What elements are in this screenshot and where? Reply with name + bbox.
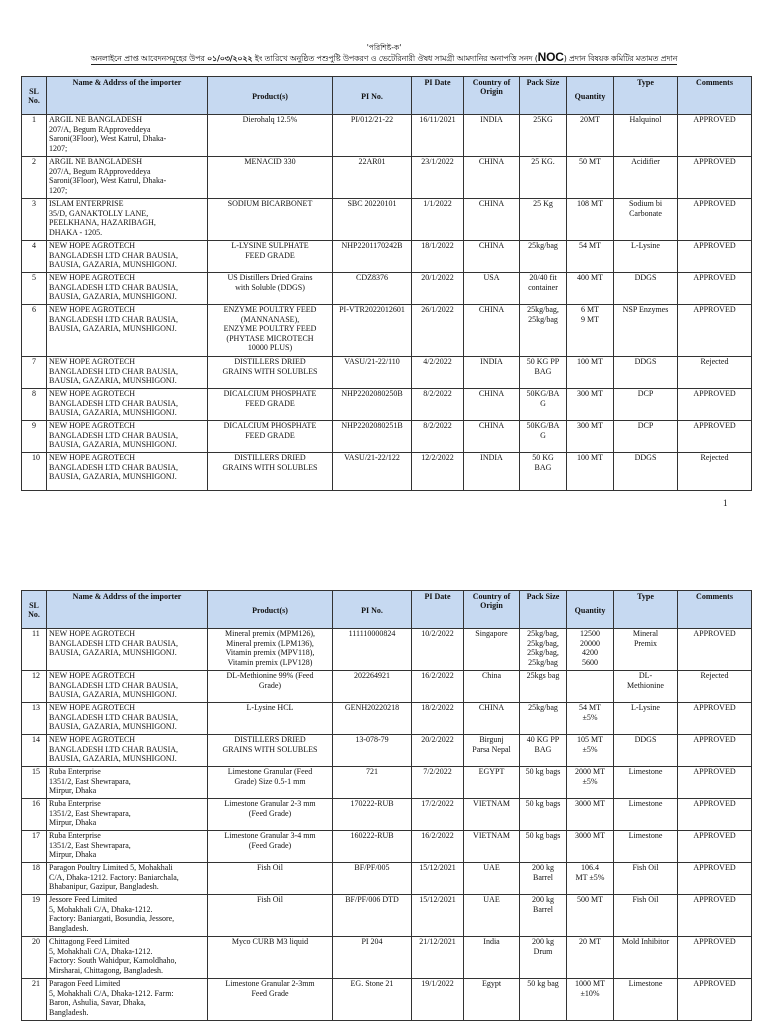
cell-importer: Paragon Poultry Limited 5, Mohakhali C/A, Dhaka-1212. Factory: Baniarchala, Bhabanipur, Gazipur, Bangladesh. <box>47 863 208 895</box>
cell-comments: Rejected <box>678 453 752 491</box>
document-subtitle <box>0 52 768 65</box>
cell-type: Limestone <box>614 831 678 863</box>
cell-product: DISTILLERS DRIED GRAINS WITH SOLUBLES <box>208 357 333 389</box>
page-number: 1 <box>723 498 728 508</box>
cell-quantity: 400 MT <box>567 273 614 305</box>
cell-pi-date: 21/12/2021 <box>412 937 464 979</box>
document-title: 'পরিশিষ্ট-ক' <box>366 43 402 52</box>
cell-quantity: 100 MT <box>567 357 614 389</box>
cell-pack-size: 200 kg Drum <box>520 937 567 979</box>
cell-quantity: 54 MT ±5% <box>567 703 614 735</box>
table-row <box>22 863 752 895</box>
cell-sl: 14 <box>22 735 47 767</box>
cell-type: Limestone <box>614 979 678 1021</box>
importer-table-page-2 <box>21 590 752 1021</box>
cell-comments: APPROVED <box>678 241 752 273</box>
cell-comments: APPROVED <box>678 199 752 241</box>
cell-pi-no: 721 <box>333 767 412 799</box>
cell-importer: Ruba Enterprise 1351/2, East Shewrapara, Mirpur, Dhaka <box>47 831 208 863</box>
cell-pack-size: 50 kg bags <box>520 831 567 863</box>
cell-pi-no: 170222-RUB <box>333 799 412 831</box>
cell-pack-size: 25kg/bag, 25kg/bag <box>520 305 567 357</box>
cell-comments: APPROVED <box>678 389 752 421</box>
cell-pi-date: 20/2/2022 <box>412 735 464 767</box>
cell-pi-no: PI 204 <box>333 937 412 979</box>
cell-sl: 18 <box>22 863 47 895</box>
cell-sl: 8 <box>22 389 47 421</box>
cell-sl: 21 <box>22 979 47 1021</box>
table-row <box>22 199 752 241</box>
cell-importer: Jessore Feed Limited 5, Mohakhali C/A, Dhaka-1212. Factory: Baniargati, Bosundia, Jessore, Bangladesh. <box>47 895 208 937</box>
cell-quantity: 300 MT <box>567 421 614 453</box>
cell-quantity: 500 MT <box>567 895 614 937</box>
cell-pack-size: 25kg/bag, 25kg/bag, 25kg/bag, 25kg/bag <box>520 629 567 671</box>
col-header-pi-no: PI No. <box>333 77 412 115</box>
cell-quantity: 3000 MT <box>567 799 614 831</box>
cell-country: UAE <box>464 863 520 895</box>
cell-importer: NEW HOPE AGROTECH BANGLADESH LTD CHAR BAUSIA, BAUSIA, GAZARIA, MUNSHIGONJ. <box>47 629 208 671</box>
col-header-pi-date: PI Date <box>412 77 464 115</box>
cell-sl: 19 <box>22 895 47 937</box>
cell-pack-size: 50 kg bags <box>520 767 567 799</box>
cell-country: INDIA <box>464 357 520 389</box>
cell-country: VIETNAM <box>464 799 520 831</box>
subtitle-noc: NOC <box>537 50 564 64</box>
cell-type: Halquinol <box>614 115 678 157</box>
cell-pack-size: 25kgs bag <box>520 671 567 703</box>
cell-comments: APPROVED <box>678 979 752 1021</box>
cell-country: Singapore <box>464 629 520 671</box>
cell-sl: 17 <box>22 831 47 863</box>
cell-sl: 3 <box>22 199 47 241</box>
cell-country: Egypt <box>464 979 520 1021</box>
table-row <box>22 979 752 1021</box>
cell-pack-size: 25 Kg <box>520 199 567 241</box>
col-header-country: Country of Origin <box>464 77 520 115</box>
cell-importer: NEW HOPE AGROTECH BANGLADESH LTD CHAR BAUSIA, BAUSIA, GAZARIA, MUNSHIGONJ. <box>47 453 208 491</box>
cell-quantity <box>567 671 614 703</box>
cell-importer: NEW HOPE AGROTECH BANGLADESH LTD CHAR BAUSIA, BAUSIA, GAZARIA, MUNSHIGONJ. <box>47 421 208 453</box>
cell-importer: Chittagong Feed Limited 5, Mohakhali C/A, Dhaka-1212. Factory: South Wahidpur, Kamoldhaho, Mirsharai, Chittagong, Bangladesh. <box>47 937 208 979</box>
cell-country: CHINA <box>464 305 520 357</box>
cell-comments: APPROVED <box>678 735 752 767</box>
cell-pi-no: CDZ8376 <box>333 273 412 305</box>
col-header-importer: Name & Addrss of the importer <box>47 591 208 629</box>
cell-type: NSP Enzymes <box>614 305 678 357</box>
table-row <box>22 305 752 357</box>
cell-pi-no: PI-VTR2022012601 <box>333 305 412 357</box>
cell-comments: Rejected <box>678 357 752 389</box>
cell-importer: NEW HOPE AGROTECH BANGLADESH LTD CHAR BAUSIA, BAUSIA, GAZARIA, MUNSHIGONJ. <box>47 357 208 389</box>
cell-pack-size: 50 KG PP BAG <box>520 357 567 389</box>
cell-quantity: 6 MT 9 MT <box>567 305 614 357</box>
cell-quantity: 20MT <box>567 115 614 157</box>
cell-importer: NEW HOPE AGROTECH BANGLADESH LTD CHAR BAUSIA, BAUSIA, GAZARIA, MUNSHIGONJ. <box>47 305 208 357</box>
cell-country: CHINA <box>464 241 520 273</box>
cell-sl: 20 <box>22 937 47 979</box>
cell-importer: ARGIL NE BANGLADESH 207/A, Begum RApproveddeya Saroni(3Floor), West Katrul, Dhaka- 1207; <box>47 115 208 157</box>
cell-comments: APPROVED <box>678 831 752 863</box>
cell-quantity: 300 MT <box>567 389 614 421</box>
cell-importer: NEW HOPE AGROTECH BANGLADESH LTD CHAR BAUSIA, BAUSIA, GAZARIA, MUNSHIGONJ. <box>47 389 208 421</box>
col-header-importer: Name & Addrss of the importer <box>47 77 208 115</box>
cell-product: Limestone Granular 3-4 mm (Feed Grade) <box>208 831 333 863</box>
col-header-comments: Comments <box>678 591 752 629</box>
cell-pi-no: 111110000824 <box>333 629 412 671</box>
table-header-row <box>22 591 752 629</box>
cell-country: CHINA <box>464 421 520 453</box>
cell-type: DDGS <box>614 735 678 767</box>
table-row <box>22 157 752 199</box>
cell-quantity: 50 MT <box>567 157 614 199</box>
col-header-country: Country of Origin <box>464 591 520 629</box>
cell-product: Limestone Granular (Feed Grade) Size 0.5-1 mm <box>208 767 333 799</box>
col-header-comments: Comments <box>678 77 752 115</box>
cell-quantity: 106.4 MT ±5% <box>567 863 614 895</box>
cell-pi-date: 15/12/2021 <box>412 863 464 895</box>
cell-pi-date: 17/2/2022 <box>412 799 464 831</box>
cell-country: Birgunj Parsa Nepal <box>464 735 520 767</box>
cell-country: INDIA <box>464 453 520 491</box>
cell-product: Limestone Granular 2-3mm Feed Grade <box>208 979 333 1021</box>
col-header-sl: SL No. <box>22 77 47 115</box>
cell-country: CHINA <box>464 389 520 421</box>
cell-pi-date: 20/1/2022 <box>412 273 464 305</box>
col-header-type: Type <box>614 77 678 115</box>
table-row <box>22 115 752 157</box>
table-row <box>22 671 752 703</box>
cell-product: MENACID 330 <box>208 157 333 199</box>
cell-importer: NEW HOPE AGROTECH BANGLADESH LTD CHAR BAUSIA, BAUSIA, GAZARIA, MUNSHIGONJ. <box>47 703 208 735</box>
cell-pack-size: 200 kg Barrel <box>520 895 567 937</box>
cell-sl: 4 <box>22 241 47 273</box>
cell-pi-no: 22AR01 <box>333 157 412 199</box>
cell-pack-size: 20/40 fit container <box>520 273 567 305</box>
table-row <box>22 767 752 799</box>
cell-type: Mineral Premix <box>614 629 678 671</box>
cell-product: Myco CURB M3 liquid <box>208 937 333 979</box>
cell-comments: APPROVED <box>678 895 752 937</box>
col-header-product: Product(s) <box>208 77 333 115</box>
col-header-quantity: Quantity <box>567 591 614 629</box>
cell-importer: NEW HOPE AGROTECH BANGLADESH LTD CHAR BAUSIA, BAUSIA, GAZARIA, MUNSHIGONJ. <box>47 241 208 273</box>
cell-pi-no: 160222-RUB <box>333 831 412 863</box>
cell-country: CHINA <box>464 703 520 735</box>
cell-product: Mineral premix (MPM126), Mineral premix (LPM136), Vitamin premix (MPV118), Vitamin premix (LPV128) <box>208 629 333 671</box>
cell-quantity: 100 MT <box>567 453 614 491</box>
cell-quantity: 105 MT ±5% <box>567 735 614 767</box>
cell-type: Acidifier <box>614 157 678 199</box>
cell-pi-no: PI/012/21-22 <box>333 115 412 157</box>
cell-type: Sodium bi Carbonate <box>614 199 678 241</box>
cell-country: VIETNAM <box>464 831 520 863</box>
cell-comments: APPROVED <box>678 799 752 831</box>
cell-country: USA <box>464 273 520 305</box>
cell-comments: APPROVED <box>678 305 752 357</box>
cell-pi-no: GENH20220218 <box>333 703 412 735</box>
cell-importer: ISLAM ENTERPRISE 35/D, GANAKTOLLY LANE, PEELKHANA, HAZARIBAGH, DHAKA - 1205. <box>47 199 208 241</box>
cell-pi-date: 15/12/2021 <box>412 895 464 937</box>
cell-pi-no: NHP2201170242B <box>333 241 412 273</box>
cell-type: L-Lysine <box>614 703 678 735</box>
cell-sl: 15 <box>22 767 47 799</box>
cell-type: DCP <box>614 421 678 453</box>
cell-type: DDGS <box>614 453 678 491</box>
cell-product: DL-Methionine 99% (Feed Grade) <box>208 671 333 703</box>
cell-pi-no: SBC 20220101 <box>333 199 412 241</box>
cell-sl: 10 <box>22 453 47 491</box>
subtitle-suffix: ) প্রদান বিষয়ক কমিটির মতামত প্রদান <box>563 54 678 63</box>
cell-pi-no: BF/PF/006 DTD <box>333 895 412 937</box>
table-row <box>22 703 752 735</box>
cell-type: L-Lysine <box>614 241 678 273</box>
cell-pack-size: 50KG/BA G <box>520 421 567 453</box>
cell-comments: APPROVED <box>678 629 752 671</box>
cell-country: India <box>464 937 520 979</box>
cell-country: INDIA <box>464 115 520 157</box>
cell-comments: Rejected <box>678 671 752 703</box>
table-row <box>22 389 752 421</box>
cell-product: Fish Oil <box>208 863 333 895</box>
table-row <box>22 937 752 979</box>
cell-product: L-LYSINE SULPHATE FEED GRADE <box>208 241 333 273</box>
cell-pi-date: 19/1/2022 <box>412 979 464 1021</box>
cell-type: Fish Oil <box>614 895 678 937</box>
cell-pack-size: 40 KG PP BAG <box>520 735 567 767</box>
cell-country: China <box>464 671 520 703</box>
cell-sl: 5 <box>22 273 47 305</box>
cell-pi-date: 8/2/2022 <box>412 421 464 453</box>
cell-pi-date: 10/2/2022 <box>412 629 464 671</box>
cell-pi-no: BF/PF/005 <box>333 863 412 895</box>
cell-product: Limestone Granular 2-3 mm (Feed Grade) <box>208 799 333 831</box>
cell-pi-date: 18/2/2022 <box>412 703 464 735</box>
table-row <box>22 273 752 305</box>
cell-pack-size: 200 kg Barrel <box>520 863 567 895</box>
cell-sl: 12 <box>22 671 47 703</box>
cell-pi-no: EG. Stone 21 <box>333 979 412 1021</box>
cell-type: DCP <box>614 389 678 421</box>
cell-type: Mold Inhibitor <box>614 937 678 979</box>
cell-pi-date: 16/2/2022 <box>412 671 464 703</box>
importer-table-page-1 <box>21 76 752 491</box>
cell-type: DDGS <box>614 357 678 389</box>
cell-pi-no: VASU/21-22/110 <box>333 357 412 389</box>
cell-pi-date: 4/2/2022 <box>412 357 464 389</box>
table-row <box>22 421 752 453</box>
cell-country: CHINA <box>464 199 520 241</box>
cell-pack-size: 50 kg bag <box>520 979 567 1021</box>
cell-pi-date: 1/1/2022 <box>412 199 464 241</box>
cell-type: Limestone <box>614 799 678 831</box>
cell-comments: APPROVED <box>678 767 752 799</box>
subtitle-meeting-date: ০১/০৩/২০২২ <box>206 54 253 63</box>
cell-importer: NEW HOPE AGROTECH BANGLADESH LTD CHAR BAUSIA, BAUSIA, GAZARIA, MUNSHIGONJ. <box>47 735 208 767</box>
cell-comments: APPROVED <box>678 937 752 979</box>
cell-quantity: 1000 MT ±10% <box>567 979 614 1021</box>
cell-type: DL- Methionine <box>614 671 678 703</box>
cell-pi-no: NHP2202080251B <box>333 421 412 453</box>
cell-pack-size: 25kg/bag <box>520 703 567 735</box>
cell-pi-date: 23/1/2022 <box>412 157 464 199</box>
cell-pi-date: 12/2/2022 <box>412 453 464 491</box>
col-header-pack-size: Pack Size <box>520 591 567 629</box>
cell-sl: 6 <box>22 305 47 357</box>
cell-importer: NEW HOPE AGROTECH BANGLADESH LTD CHAR BAUSIA, BAUSIA, GAZARIA, MUNSHIGONJ. <box>47 671 208 703</box>
table-row <box>22 357 752 389</box>
cell-pi-date: 18/1/2022 <box>412 241 464 273</box>
table-header-row <box>22 77 752 115</box>
cell-sl: 7 <box>22 357 47 389</box>
subtitle-prefix: অনলাইনে প্রাপ্ত আবেদনসমূহের উপর <box>90 54 207 63</box>
cell-sl: 2 <box>22 157 47 199</box>
table-row <box>22 831 752 863</box>
table-row <box>22 799 752 831</box>
cell-product: ENZYME POULTRY FEED (MANNANASE), ENZYME POULTRY FEED (PHYTASE MICROTECH 10000 PLUS) <box>208 305 333 357</box>
cell-quantity: 108 MT <box>567 199 614 241</box>
cell-type: Fish Oil <box>614 863 678 895</box>
cell-quantity: 3000 MT <box>567 831 614 863</box>
cell-comments: APPROVED <box>678 273 752 305</box>
cell-pi-date: 7/2/2022 <box>412 767 464 799</box>
cell-pi-no: 13-078-79 <box>333 735 412 767</box>
cell-product: DICALCIUM PHOSPHATE FEED GRADE <box>208 389 333 421</box>
cell-product: US Distillers Dried Grains with Soluble (DDGS) <box>208 273 333 305</box>
cell-pack-size: 50 kg bags <box>520 799 567 831</box>
col-header-product: Product(s) <box>208 591 333 629</box>
cell-quantity: 12500 20000 4200 5600 <box>567 629 614 671</box>
cell-importer: Paragon Feed Limited 5, Mohakhali C/A, Dhaka-1212. Farm: Baron, Ashulia, Savar, Dhaka, Bangladesh. <box>47 979 208 1021</box>
cell-pack-size: 25 KG. <box>520 157 567 199</box>
cell-comments: APPROVED <box>678 863 752 895</box>
col-header-pack-size: Pack Size <box>520 77 567 115</box>
cell-pi-date: 8/2/2022 <box>412 389 464 421</box>
cell-pi-no: NHP2202080250B <box>333 389 412 421</box>
cell-comments: APPROVED <box>678 115 752 157</box>
col-header-pi-no: PI No. <box>333 591 412 629</box>
cell-pack-size: 25kg/bag <box>520 241 567 273</box>
col-header-type: Type <box>614 591 678 629</box>
cell-pi-date: 16/11/2021 <box>412 115 464 157</box>
cell-pack-size: 25KG <box>520 115 567 157</box>
cell-country: EGYPT <box>464 767 520 799</box>
cell-product: L-Lysine HCL <box>208 703 333 735</box>
cell-sl: 13 <box>22 703 47 735</box>
table-row <box>22 629 752 671</box>
cell-pi-date: 26/1/2022 <box>412 305 464 357</box>
col-header-quantity: Quantity <box>567 77 614 115</box>
cell-product: DISTILLERS DRIED GRAINS WITH SOLUBLES <box>208 453 333 491</box>
cell-type: DDGS <box>614 273 678 305</box>
cell-pi-no: 202264921 <box>333 671 412 703</box>
cell-quantity: 54 MT <box>567 241 614 273</box>
cell-pack-size: 50KG/BA G <box>520 389 567 421</box>
cell-importer: NEW HOPE AGROTECH BANGLADESH LTD CHAR BAUSIA, BAUSIA, GAZARIA, MUNSHIGONJ. <box>47 273 208 305</box>
cell-pi-no: VASU/21-22/122 <box>333 453 412 491</box>
table-row <box>22 735 752 767</box>
cell-product: DICALCIUM PHOSPHATE FEED GRADE <box>208 421 333 453</box>
cell-importer: Ruba Enterprise 1351/2, East Shewrapara, Mirpur, Dhaka <box>47 767 208 799</box>
cell-comments: APPROVED <box>678 421 752 453</box>
table-row <box>22 241 752 273</box>
cell-product: Dierohalq 12.5% <box>208 115 333 157</box>
cell-sl: 1 <box>22 115 47 157</box>
cell-sl: 9 <box>22 421 47 453</box>
cell-country: CHINA <box>464 157 520 199</box>
cell-sl: 16 <box>22 799 47 831</box>
subtitle-middle: ইং তারিখে অনুষ্ঠিত পশুপুষ্টি উপকরণ ও ভেটেরিনারী ঔষধ সামগ্রী আমদানির অনাপত্তি সনদ ( <box>252 54 538 63</box>
cell-importer: Ruba Enterprise 1351/2, East Shewrapara, Mirpur, Dhaka <box>47 799 208 831</box>
cell-product: SODIUM BICARBONET <box>208 199 333 241</box>
cell-comments: APPROVED <box>678 703 752 735</box>
cell-product: Fish Oil <box>208 895 333 937</box>
cell-pi-date: 16/2/2022 <box>412 831 464 863</box>
table-row <box>22 453 752 491</box>
cell-sl: 11 <box>22 629 47 671</box>
col-header-sl: SL No. <box>22 591 47 629</box>
table-row <box>22 895 752 937</box>
cell-quantity: 2000 MT ±5% <box>567 767 614 799</box>
col-header-pi-date: PI Date <box>412 591 464 629</box>
cell-type: Limestone <box>614 767 678 799</box>
cell-importer: ARGIL NE BANGLADESH 207/A, Begum RApproveddeya Saroni(3Floor), West Katrul, Dhaka- 1207; <box>47 157 208 199</box>
cell-quantity: 20 MT <box>567 937 614 979</box>
cell-country: UAE <box>464 895 520 937</box>
cell-product: DISTILLERS DRIED GRAINS WITH SOLUBLES <box>208 735 333 767</box>
cell-comments: APPROVED <box>678 157 752 199</box>
cell-pack-size: 50 KG BAG <box>520 453 567 491</box>
